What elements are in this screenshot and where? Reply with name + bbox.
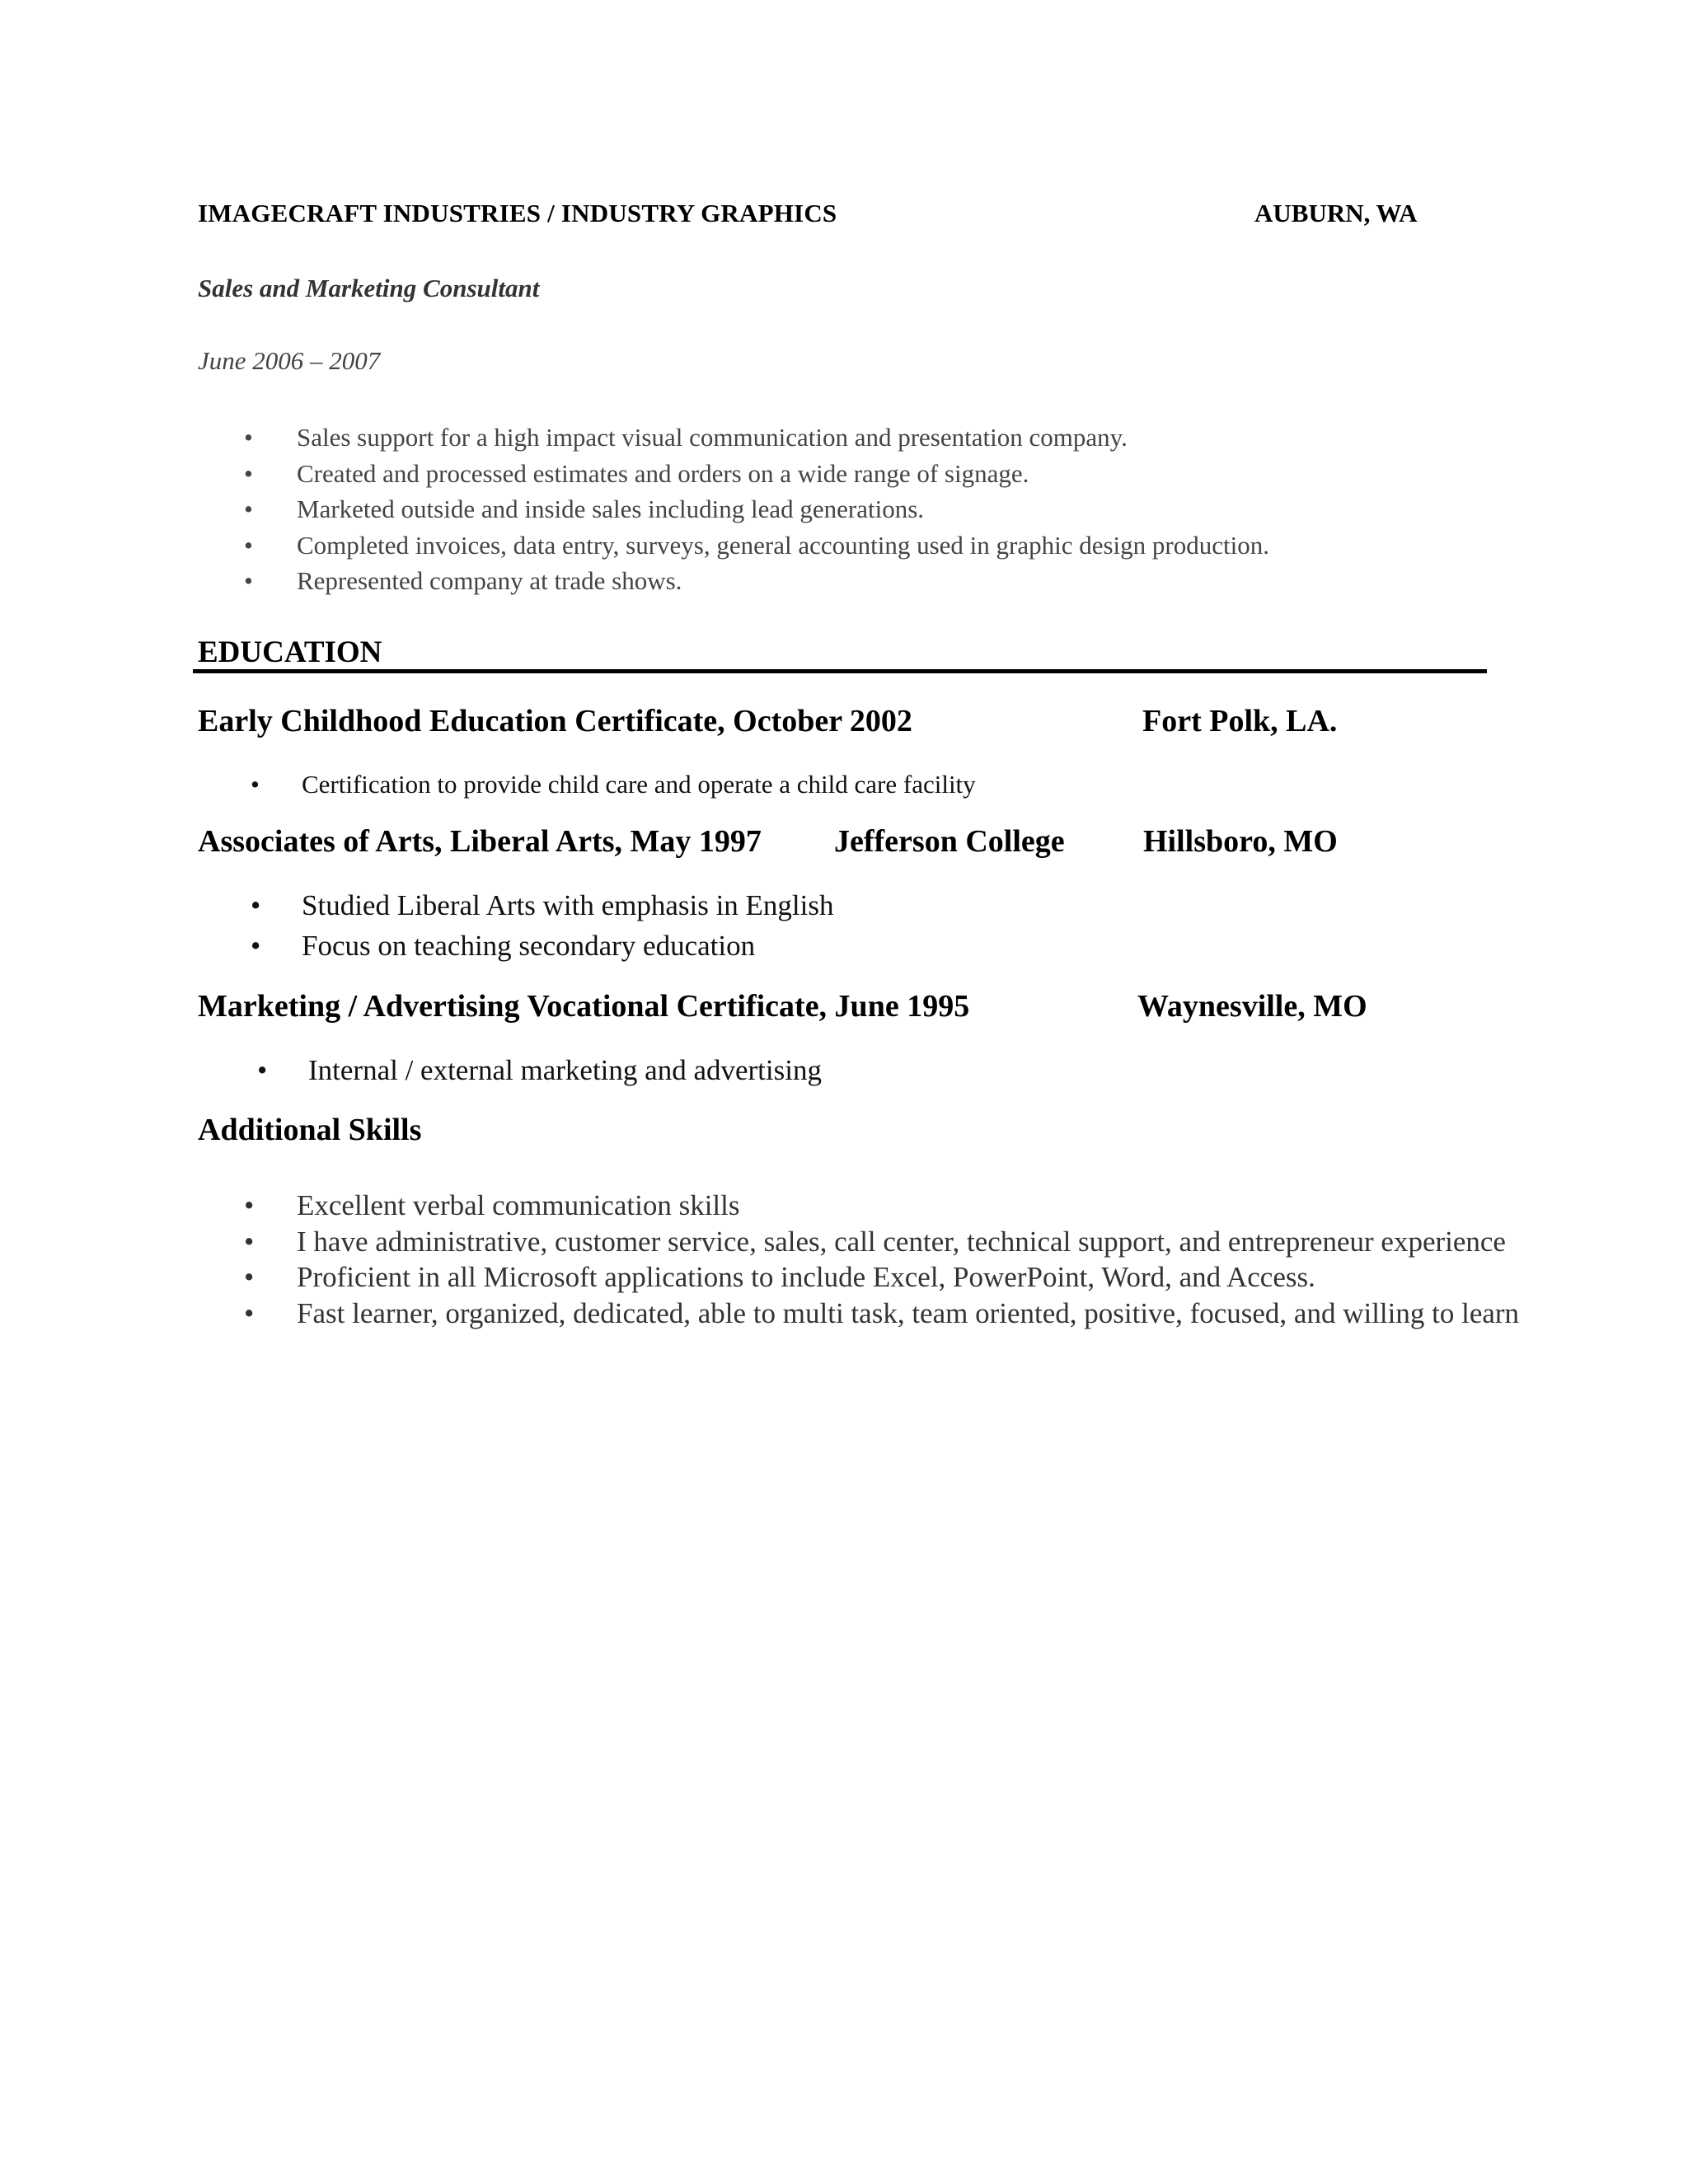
list-item: • Completed invoices, data entry, surveys, general accounting used in graphic design production. — [198, 527, 1269, 564]
bullet-icon: • — [251, 889, 261, 921]
education-entry-details — [198, 766, 976, 802]
bullet-icon: • — [244, 1225, 255, 1258]
list-item: • Sales support for a high impact visual communication and presentation company. — [198, 419, 1269, 456]
education-entry-location: Waynesville, MO — [1137, 989, 1367, 1024]
education-entry-title: Associates of Arts, Liberal Arts, May 1997 — [198, 824, 762, 859]
education-entry-title: Marketing / Advertising Vocational Certificate, June 1995 — [198, 989, 970, 1024]
list-item: • Represented company at trade shows. — [198, 563, 1269, 599]
list-item: • Focus on teaching secondary education — [198, 926, 834, 966]
list-item: • I have administrative, customer service, sales, call center, technical support, and entrepreneur experience — [198, 1224, 1459, 1260]
skills-list — [198, 1188, 1520, 1331]
job-title: Sales and Marketing Consultant — [198, 274, 540, 302]
list-item: • Proficient in all Microsoft applications to include Excel, PowerPoint, Word, and Access. — [198, 1259, 1459, 1296]
education-entry-details — [198, 885, 834, 966]
education-heading: EDUCATION — [198, 635, 382, 669]
section-divider — [193, 669, 1487, 673]
job-dates: June 2006 – 2007 — [198, 346, 381, 375]
education-entry-details — [198, 1050, 822, 1090]
education-entry-title: Early Childhood Education Certificate, October 2002 — [198, 704, 912, 738]
job-responsibilities-list — [198, 419, 1269, 599]
bullet-icon: • — [244, 1296, 255, 1329]
list-item: • Marketed outside and inside sales including lead generations. — [198, 491, 1269, 527]
bullet-icon: • — [251, 930, 261, 962]
list-item: • Fast learner, organized, dedicated, able to multi task, team oriented, positive, focused, and willing to learn — [198, 1296, 1459, 1332]
list-item: • Excellent verbal communication skills — [198, 1188, 1459, 1224]
list-item: • Certification to provide child care and operate a child care facility — [198, 766, 976, 802]
bullet-icon: • — [244, 494, 253, 523]
list-item: • Studied Liberal Arts with emphasis in English — [198, 885, 834, 926]
bullet-icon: • — [244, 566, 253, 595]
list-item: • Internal / external marketing and advertising — [198, 1050, 822, 1090]
education-entry-school: Jefferson College — [834, 824, 1065, 859]
education-entry-location: Fort Polk, LA. — [1142, 704, 1338, 738]
bullet-icon: • — [257, 1054, 268, 1086]
bullet-icon: • — [244, 1261, 255, 1293]
education-entry-location: Hillsboro, MO — [1143, 824, 1338, 859]
list-item: • Created and processed estimates and orders on a wide range of signage. — [198, 456, 1269, 492]
bullet-icon: • — [244, 1189, 255, 1221]
skills-heading: Additional Skills — [198, 1113, 422, 1147]
bullet-icon: • — [251, 770, 260, 799]
bullet-icon: • — [244, 423, 253, 452]
employer-name: IMAGECRAFT INDUSTRIES / INDUSTRY GRAPHICS — [198, 199, 837, 227]
employer-location: AUBURN, WA — [1254, 199, 1418, 227]
bullet-icon: • — [244, 530, 253, 560]
bullet-icon: • — [244, 458, 253, 488]
